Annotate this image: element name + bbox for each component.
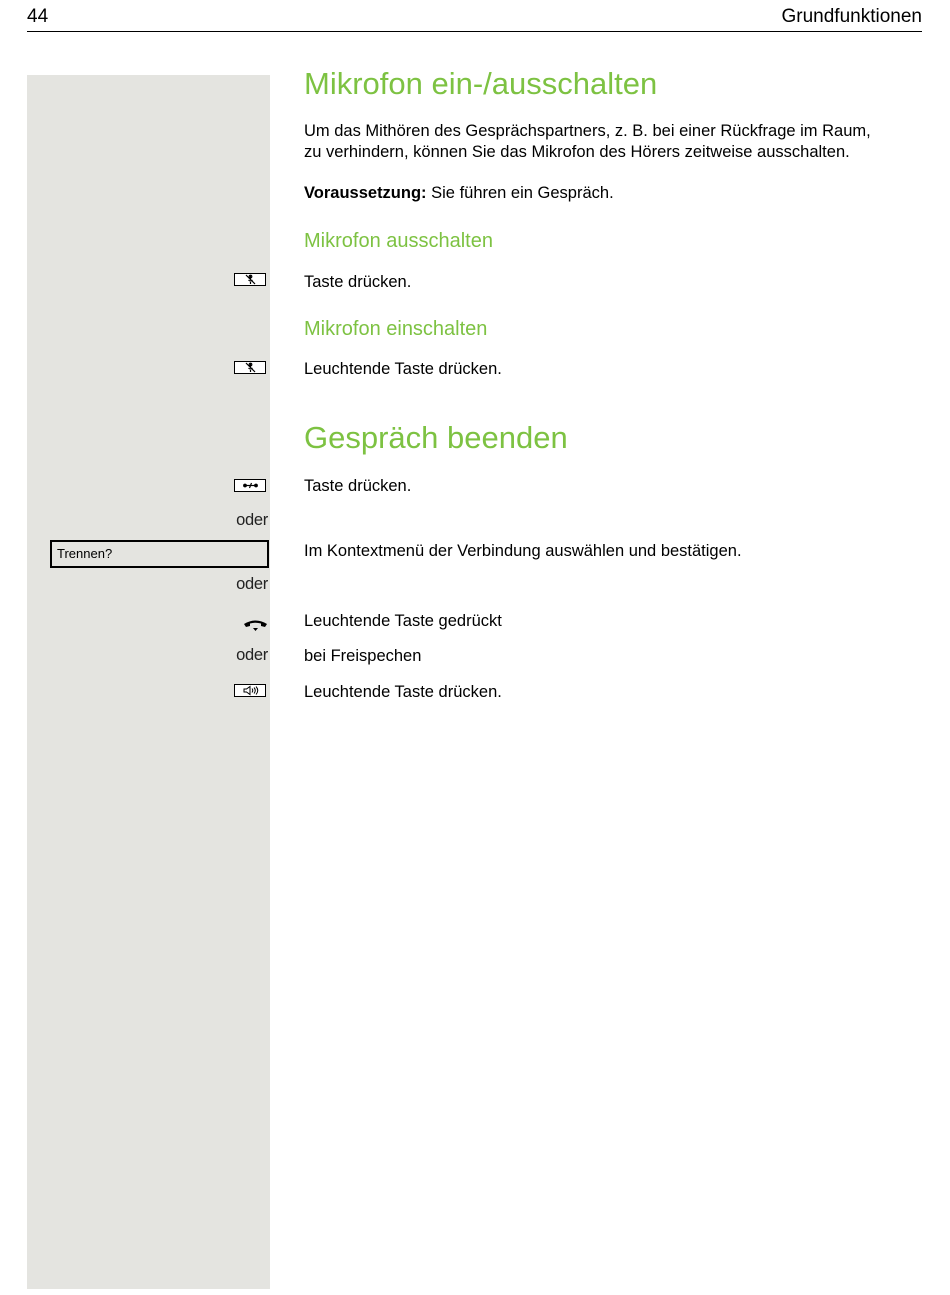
- connector-oder: oder: [236, 646, 268, 664]
- connector-oder: oder: [236, 511, 268, 529]
- step-context-menu: Im Kontextmenü der Verbindung auswählen und bestätigen.: [304, 542, 742, 560]
- sidebar-column: [27, 75, 270, 1289]
- subsection-title-mute: Mikrofon ausschalten: [304, 230, 493, 252]
- section-title-microphone: Mikrofon ein-/ausschalten: [304, 66, 658, 101]
- chapter-title: Grundfunktionen: [781, 6, 922, 27]
- prerequisite-label: Voraussetzung:: [304, 184, 427, 202]
- microphone-mute-key-icon: [234, 361, 266, 374]
- release-key-icon: [234, 479, 266, 492]
- connector-oder: oder: [236, 575, 268, 593]
- intro-line-2: zu verhindern, können Sie das Mikrofon des Hörers zeitweise ausschalten.: [304, 143, 850, 161]
- prerequisite-text: Sie führen ein Gespräch.: [426, 184, 614, 202]
- page-number: 44: [27, 6, 49, 27]
- handset-icon: [242, 618, 269, 632]
- header-rule: [27, 31, 922, 32]
- step-unmute: Leuchtende Taste drücken.: [304, 360, 502, 378]
- prerequisite: [304, 183, 614, 204]
- step-release-key: Taste drücken.: [304, 477, 412, 495]
- menu-option-trennen: Trennen?: [50, 540, 269, 568]
- step-handsfree-note: bei Freispechen: [304, 647, 422, 665]
- step-speaker: Leuchtende Taste drücken.: [304, 683, 502, 701]
- subsection-title-unmute: Mikrofon einschalten: [304, 318, 488, 340]
- microphone-mute-key-icon: [234, 273, 266, 286]
- speaker-key-icon: [234, 684, 266, 697]
- step-mute: Taste drücken.: [304, 273, 412, 291]
- intro-line-1: Um das Mithören des Gesprächspartners, z. B. bei einer Rückfrage im Raum,: [304, 122, 871, 140]
- section-title-end-call: Gespräch beenden: [304, 420, 568, 455]
- step-handset: Leuchtende Taste gedrückt: [304, 612, 502, 630]
